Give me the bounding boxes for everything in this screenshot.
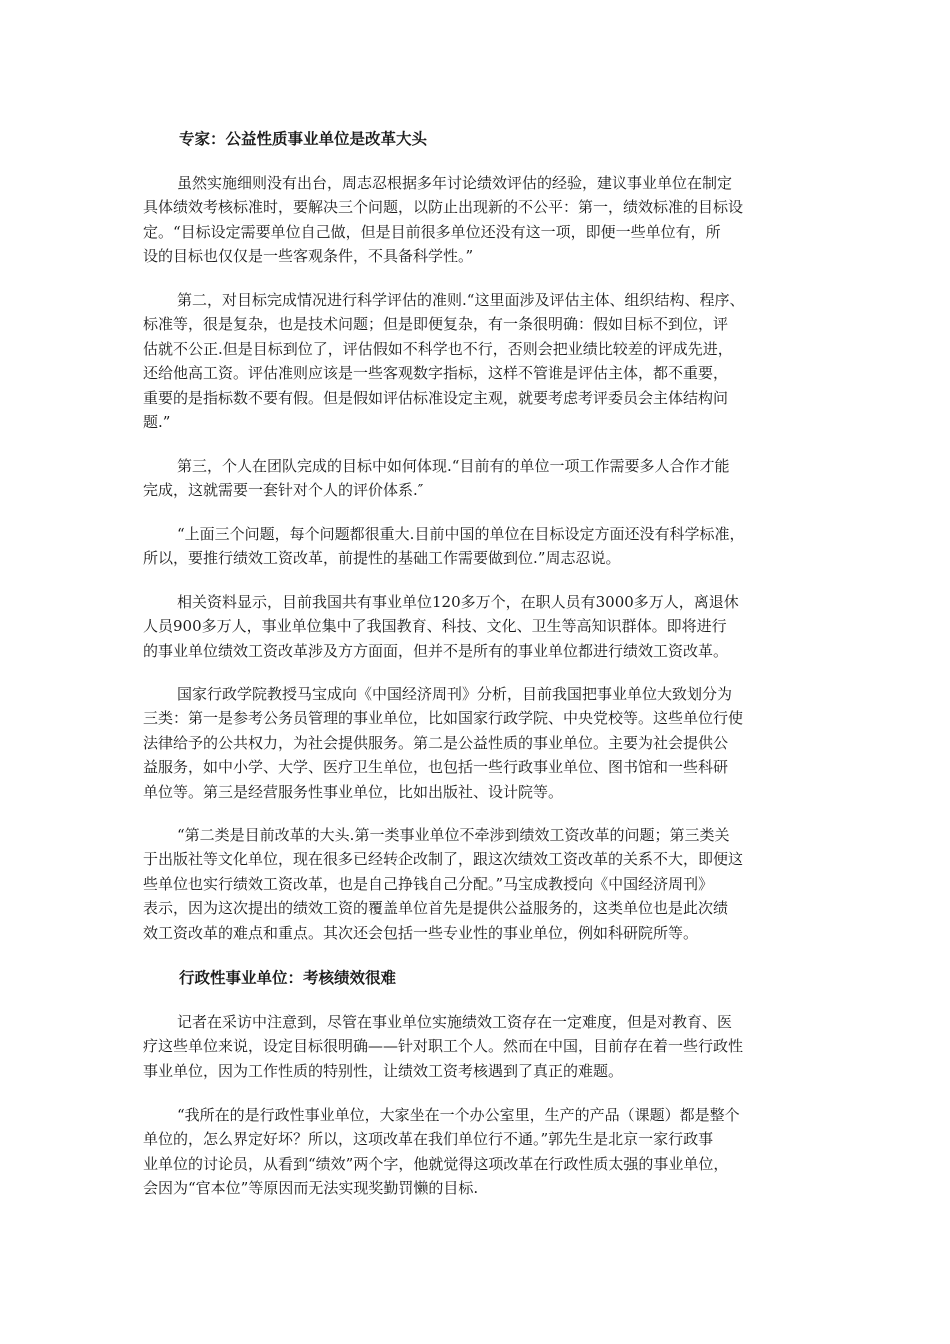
paragraph bbox=[143, 522, 807, 571]
text-line: 益服务，如中小学、大学、医疗卫生单位，也包括一些行政事业单位、图书馆和一些科研 bbox=[143, 758, 729, 777]
text-line: 估就不公正.但是目标到位了，评估假如不科学也不行，否则会把业绩比较差的评成先进， bbox=[143, 339, 733, 358]
section-heading-public-welfare: 专家：公益性质事业单位是改革大头 bbox=[179, 130, 428, 148]
paragraph bbox=[143, 454, 807, 503]
text-line: 所以，要推行绩效工资改革，前提性的基础工作需要做到位.”周志忍说。 bbox=[143, 549, 621, 568]
paragraph bbox=[143, 682, 807, 804]
section-heading-administrative: 行政性事业单位：考核绩效很难 bbox=[179, 969, 397, 987]
text-line: 设的目标也仅仅是一些客观条件，不具备科学性。” bbox=[143, 247, 474, 266]
paragraph bbox=[143, 1103, 807, 1201]
text-line: 事业单位，因为工作性质的特别性，让绩效工资考核遇到了真正的难题。 bbox=[143, 1061, 624, 1080]
text-line: “我所在的是行政性事业单位，大家坐在一个办公室里，生产的产品（课题）都是整个 bbox=[177, 1106, 740, 1124]
text-line: 标准等，很是复杂，也是技术问题；但是即便复杂，有一条很明确：假如目标不到位，评 bbox=[143, 315, 729, 334]
text-line: 业单位的讨论员，从看到“绩效”两个字，他就觉得这项改革在行政性质太强的事业单位， bbox=[143, 1154, 729, 1173]
text-line: 定。“目标设定需要单位自己做，但是目前很多单位还没有这一项，即便一些单位有，所 bbox=[143, 222, 721, 241]
text-line: 单位等。第三是经营服务性事业单位，比如出版社、设计院等。 bbox=[143, 782, 564, 801]
text-line: 于出版社等文化单位，现在很多已经转企改制了，跟这次绩效工资改革的关系不大，即便这 bbox=[143, 850, 744, 869]
text-line: 第三，个人在团队完成的目标中如何体现.“目前有的单位一项工作需要多人合作才能 bbox=[177, 457, 730, 475]
text-line: 题.” bbox=[143, 412, 171, 431]
text-line: 疗这些单位来说，设定目标很明确——针对职工个人。然而在中国，目前存在着一些行政性 bbox=[143, 1037, 744, 1056]
text-line: 单位的，怎么界定好坏？所以，这项改革在我们单位行不通。”郭先生是北京一家行政事 bbox=[143, 1130, 714, 1149]
text-line: 重要的是指标数不要有假。但是假如评估标准设定主观，就要考虑考评委员会主体结构问 bbox=[143, 388, 729, 407]
paragraph bbox=[143, 590, 807, 663]
text-line: “上面三个问题，每个问题都很重大.目前中国的单位在目标设定方面还没有科学标准， bbox=[177, 525, 745, 543]
paragraph bbox=[143, 823, 807, 945]
paragraph bbox=[143, 171, 807, 269]
text-line: 法律给予的公共权力，为社会提供服务。第二是公益性质的事业单位。主要为社会提供公 bbox=[143, 733, 729, 752]
text-line: 人员900多万人，事业单位集中了我国教育、科技、文化、卫生等高知识群体。即将进行 bbox=[143, 617, 727, 636]
text-line: 完成，这就需要一套针对个人的评价体系.″ bbox=[143, 481, 424, 500]
paragraph bbox=[143, 1010, 807, 1083]
text-line: 还给他高工资。评估准则应该是一些客观数字指标，这样不管谁是评估主体，都不重要， bbox=[143, 364, 729, 383]
text-line: 会因为“官本位”等原因而无法实现奖勤罚懒的目标. bbox=[143, 1179, 479, 1198]
text-line: 国家行政学院教授马宝成向《中国经济周刊》分析，目前我国把事业单位大致划分为 bbox=[177, 685, 733, 703]
text-line: 表示，因为这次提出的绩效工资的覆盖单位首先是提供公益服务的，这类单位也是此次绩 bbox=[143, 899, 729, 918]
text-line: 些单位也实行绩效工资改革，也是自己挣钱自己分配。”马宝成教授向《中国经济周刊》 bbox=[143, 874, 714, 893]
text-line: 相关资料显示，目前我国共有事业单位120多万个，在职人员有3000多万人，离退休 bbox=[177, 593, 739, 611]
text-line: 第二，对目标完成情况进行科学评估的准则.“这里面涉及评估主体、组织结构、程序、 bbox=[177, 291, 745, 309]
text-line: 效工资改革的难点和重点。其次还会包括一些专业性的事业单位，例如科研院所等。 bbox=[143, 923, 699, 942]
text-line: 虽然实施细则没有出台，周志忍根据多年讨论绩效评估的经验，建议事业单位在制定 bbox=[177, 174, 733, 192]
text-line: 三类：第一是参考公务员管理的事业单位，比如国家行政学院、中央党校等。这些单位行使 bbox=[143, 709, 744, 728]
text-line: “第二类是目前改革的大头.第一类事业单位不牵涉到绩效工资改革的问题；第三类关 bbox=[177, 826, 730, 844]
text-line: 的事业单位绩效工资改革涉及方方面面，但并不是所有的事业单位都进行绩效工资改革。 bbox=[143, 641, 729, 660]
paragraph bbox=[143, 288, 807, 434]
text-line: 记者在采访中注意到，尽管在事业单位实施绩效工资存在一定难度，但是对教育、医 bbox=[177, 1013, 733, 1031]
text-line: 具体绩效考核标准时，要解决三个问题，以防止出现新的不公平：第一，绩效标准的目标设 bbox=[143, 198, 744, 217]
